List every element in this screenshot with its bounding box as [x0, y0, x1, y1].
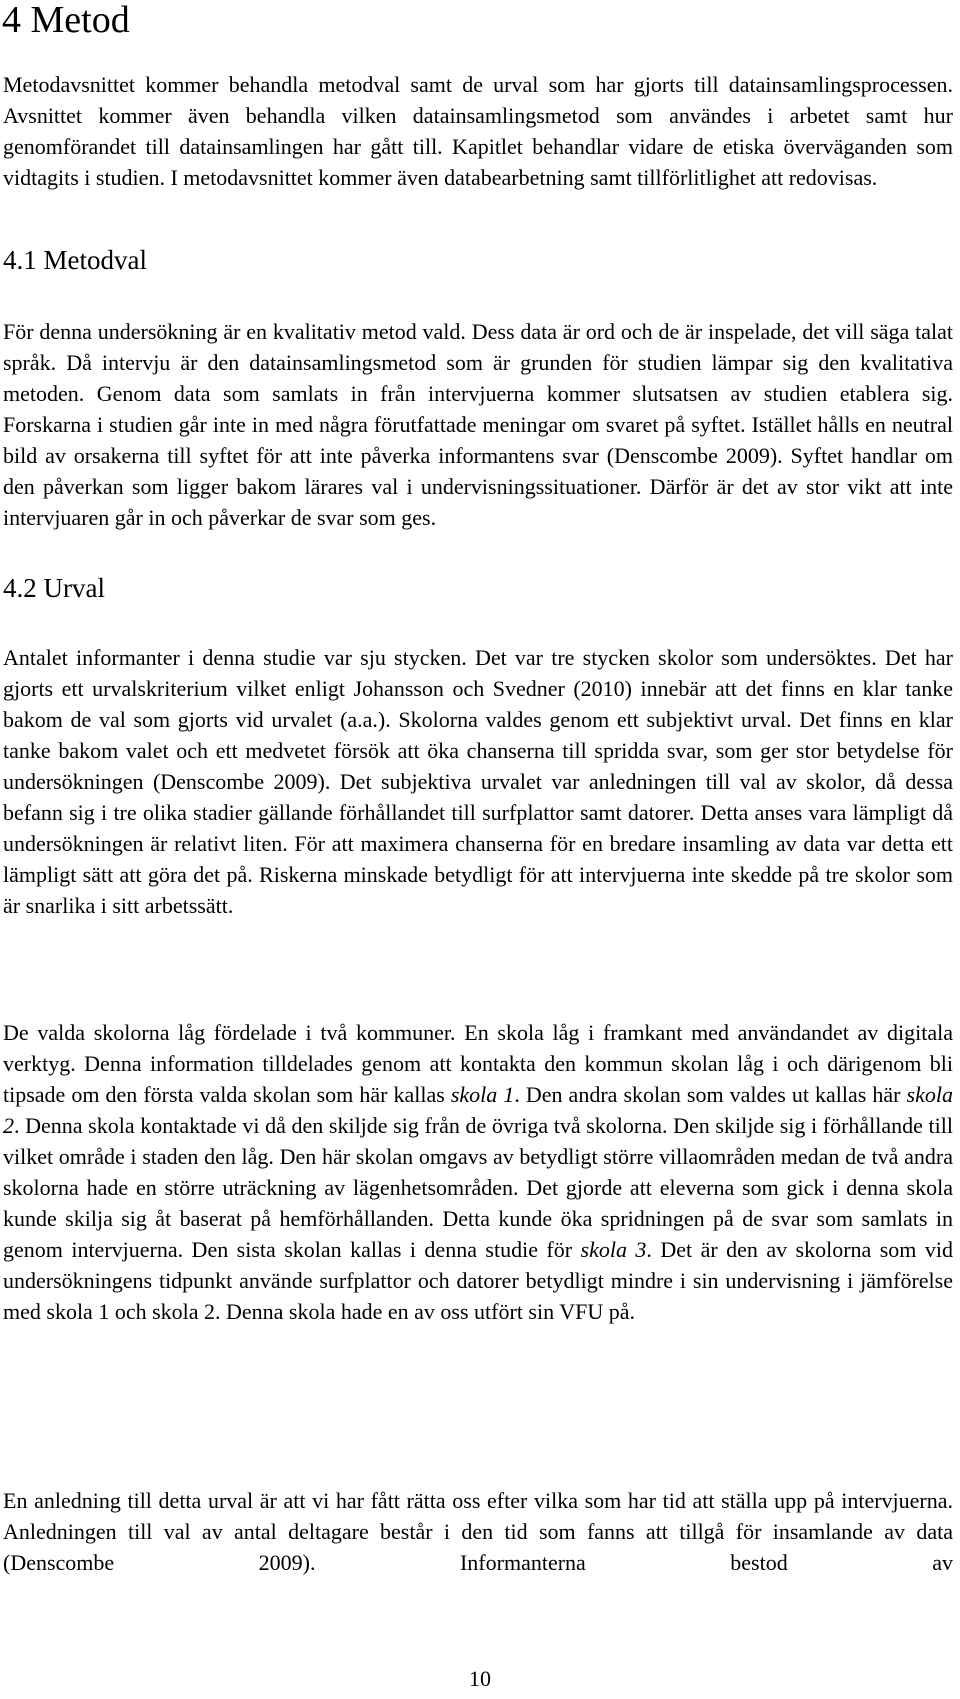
school-name-skola-2: skola 2	[3, 1082, 953, 1138]
metodval-paragraph: För denna undersökning är en kvalitativ metod vald. Dess data är ord och de är inspelade, det vill säga talat språk. Då intervju är den datainsamlingsmetod som är grunden för studien lämpar sig den kvalitativa metoden. Genom data som samlats in från intervjuerna kommer slutsatsen av studien etablera sig. Forskarna i studien går inte in med några förutfattade meningar om svaret på syftet. Istället hålls en neutral bild av orsakerna till syftet för att inte påverka informantens svar (Denscombe 2009). Syftet handlar om den påverkan som ligger bakom lärares val i undervisningssituationer. Därför är det av stor vikt att inte intervjuaren går in och påverkar de svar som ges.	[3, 319, 953, 530]
chapter-title: 4 Metod	[2, 0, 130, 41]
school-name-skola-3: skola 3	[580, 1237, 647, 1262]
section-heading-urval: 4.2 Urval	[3, 573, 105, 603]
chapter-intro-paragraph: Metodavsnittet kommer behandla metodval samt de urval som har gjorts till datainsamlingsprocessen. Avsnittet kommer även behandla vilken datainsamlingsmetod som användes i arbetet samt hur genomförandet till datainsamlingen har gått till. Kapitlet behandlar vidare de etiska överväganden som vidtagits i studien. I metodavsnittet kommer även databearbetning samt tillförlitlighet att redovisas.	[3, 72, 953, 190]
urval-paragraph-1: Antalet informanter i denna studie var sju stycken. Det var tre stycken skolor som undersöktes. Det har gjorts ett urvalskriterium vilket enligt Johansson och Svedner (2010) innebär att det finns en klar tanke bakom de val som gjorts vid urvalet (a.a.). Skolorna valdes genom ett subjektivt urval. Det finns en klar tanke bakom valet och ett medvetet försök att öka chanserna till spridda svar, som ger stor betydelse för undersökningen (Denscombe 2009). Det subjektiva urvalet var anledningen till val av skolor, då dessa befann sig i tre olika stadier gällande förhållandet till surfplattor samt datorer. Detta anses vara lämpligt då undersökningen är relativt liten. För att maximera chanserna för en bredare insamling av data var detta ett lämpligt sätt att göra det på. Riskerna minskade betydligt för att intervjuerna inte skedde på tre skolor som är snarlika i sitt arbetssätt.	[3, 645, 953, 918]
page-number: 10	[469, 1666, 491, 1691]
urval-paragraph-2-text-a: De valda skolorna låg fördelade i två kommuner. En skola låg i framkant med användandet av digitala verktyg. Denna information tilldelades genom att kontakta den kommun skolan låg i och därigenom bli tipsade om den första valda skolan som här kallas	[3, 1020, 953, 1107]
urval-paragraph-2-text-d: . Det är den av skolorna som vid undersökningens tidpunkt använde surfplattor och datorer betydligt mindre i sin undervisning i jämförelse med skola 1 och skola 2. Denna skola hade en av oss utfört sin VFU på.	[3, 1237, 953, 1324]
urval-paragraph-2	[3, 1017, 953, 1327]
section-heading-metodval: 4.1 Metodval	[3, 245, 147, 275]
urval-paragraph-3: En anledning till detta urval är att vi har fått rätta oss efter vilka som har tid att ställa upp på intervjuerna. Anledningen till val av antal deltagare består i den tid som fanns att tillgå för insamlande av data (Denscombe 2009). Informanterna bestod av	[3, 1488, 953, 1575]
urval-paragraph-2-text-b: . Den andra skolan som valdes ut kallas här	[514, 1082, 907, 1107]
urval-paragraph-2-text-c: . Denna skola kontaktade vi då den skiljde sig från de övriga två skolorna. Den skiljde sig i förhållande till vilket område i staden den låg. Den här skolan omgavs av betydligt större villaområden medan de två andra skolorna hade en större uträckning av lägenhetsområden. Det gjorde att eleverna som gick i denna skola kunde skilja sig åt baserat på hemförhållanden. Detta kunde öka spridningen på de svar som samlats in genom intervjuerna. Den sista skolan kallas i denna studie för	[3, 1113, 953, 1262]
school-name-skola-1: skola 1	[450, 1082, 515, 1107]
